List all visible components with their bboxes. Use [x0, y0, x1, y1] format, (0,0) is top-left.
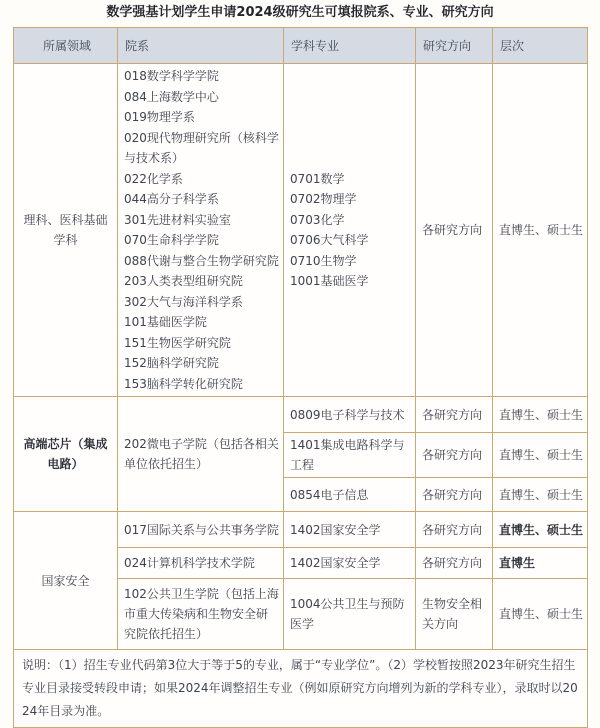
list-item: 018数学科学学院 — [124, 69, 219, 83]
level-cell: 直博生、硕士生 — [493, 64, 588, 397]
list-item: 044高分子科学系 — [124, 192, 219, 206]
list-item: 1001基础医学 — [290, 274, 369, 288]
header-level: 层次 — [493, 28, 588, 64]
direction-cell: 各研究方向 — [416, 512, 493, 548]
direction-cell: 生物安全相关方向 — [416, 579, 493, 650]
list-item: 0710生物学 — [290, 253, 357, 268]
list-item: 070生命科学学院 — [124, 233, 219, 247]
level-cell: 直博生、硕士生 — [493, 579, 588, 650]
direction-cell: 各研究方向 — [416, 433, 493, 478]
major-cell: 1402国家安全学 — [284, 512, 416, 548]
level-cell: 直博生、硕士生 — [493, 433, 588, 478]
level-cell: 直博生、硕士生 — [493, 397, 588, 433]
majors-cell — [284, 64, 416, 397]
list-item: 151生物医学研究院 — [124, 335, 231, 350]
table-row-security-1 — [14, 512, 588, 548]
level-cell: 直博生、硕士生 — [493, 512, 588, 548]
table-row-note — [14, 650, 588, 728]
list-item: 0706大气科学 — [290, 233, 369, 247]
list-item: 203人类表型组研究院 — [124, 274, 243, 288]
department-cell: 017国际关系与公共事务学院 — [118, 512, 284, 548]
list-item: 0702物理学 — [290, 192, 357, 206]
header-department: 院系 — [118, 28, 284, 64]
list-item: 088代谢与整合生物学研究院 — [124, 253, 279, 268]
admissions-table — [13, 27, 588, 728]
direction-cell: 各研究方向 — [416, 397, 493, 433]
direction-cell: 各研究方向 — [416, 64, 493, 397]
list-item: 0703化学 — [290, 212, 345, 227]
major-cell: 0854电子信息 — [284, 478, 416, 512]
direction-cell: 各研究方向 — [416, 478, 493, 512]
field-cell: 国家安全 — [14, 512, 118, 650]
header-major: 学科专业 — [284, 28, 416, 64]
note-text: 说明：（1）招生专业代码第3位大于等于5的专业，属于“专业学位”。（2）学校暂按照2023年研究生招生专业目录接受转段申请；如果2024年调整招生专业（例如原研究方向增列为新的学科专业），录取时以2024年目录为准。 — [14, 650, 588, 728]
table-header-row — [14, 28, 588, 64]
table-row-chip-1 — [14, 397, 588, 433]
list-item: 301先进材料实验室 — [124, 212, 231, 227]
list-item: 152脑科学研究院 — [124, 356, 219, 370]
list-item: 022化学系 — [124, 171, 183, 186]
list-item: 101基础医学院 — [124, 315, 207, 329]
department-cell: 102公共卫生学院（包括上海市重大传染病和生物安全研究院依托招生） — [118, 579, 284, 650]
list-item: 153脑科学转化研究院 — [124, 376, 243, 391]
list-item: 019物理学系 — [124, 110, 195, 124]
header-direction: 研究方向 — [416, 28, 493, 64]
field-cell: 高端芯片（集成电路） — [14, 397, 118, 512]
direction-cell: 各研究方向 — [416, 548, 493, 579]
table-row-science-medicine — [14, 64, 588, 397]
major-cell: 1004公共卫生与预防医学 — [284, 579, 416, 650]
list-item: 0701数学 — [290, 171, 345, 186]
list-item: 084上海数学中心 — [124, 89, 219, 104]
major-cell: 1401集成电路科学与工程 — [284, 433, 416, 478]
list-item: 020现代物理研究所（核科学与技术系） — [124, 130, 279, 165]
major-cell: 1402国家安全学 — [284, 548, 416, 579]
level-cell: 直博生 — [493, 548, 588, 579]
page-title: 数学强基计划学生申请2024级研究生可填报院系、专业、研究方向 — [106, 5, 494, 20]
departments-cell — [118, 64, 284, 397]
department-cell: 024计算机科学技术学院 — [118, 548, 284, 579]
field-cell: 理科、医科基础学科 — [14, 64, 118, 397]
header-field: 所属领域 — [14, 28, 118, 64]
level-cell: 直博生、硕士生 — [493, 478, 588, 512]
major-cell: 0809电子科学与技术 — [284, 397, 416, 433]
list-item: 302大气与海洋科学系 — [124, 294, 243, 309]
department-cell: 202微电子学院（包括各相关单位依托招生） — [118, 397, 284, 512]
